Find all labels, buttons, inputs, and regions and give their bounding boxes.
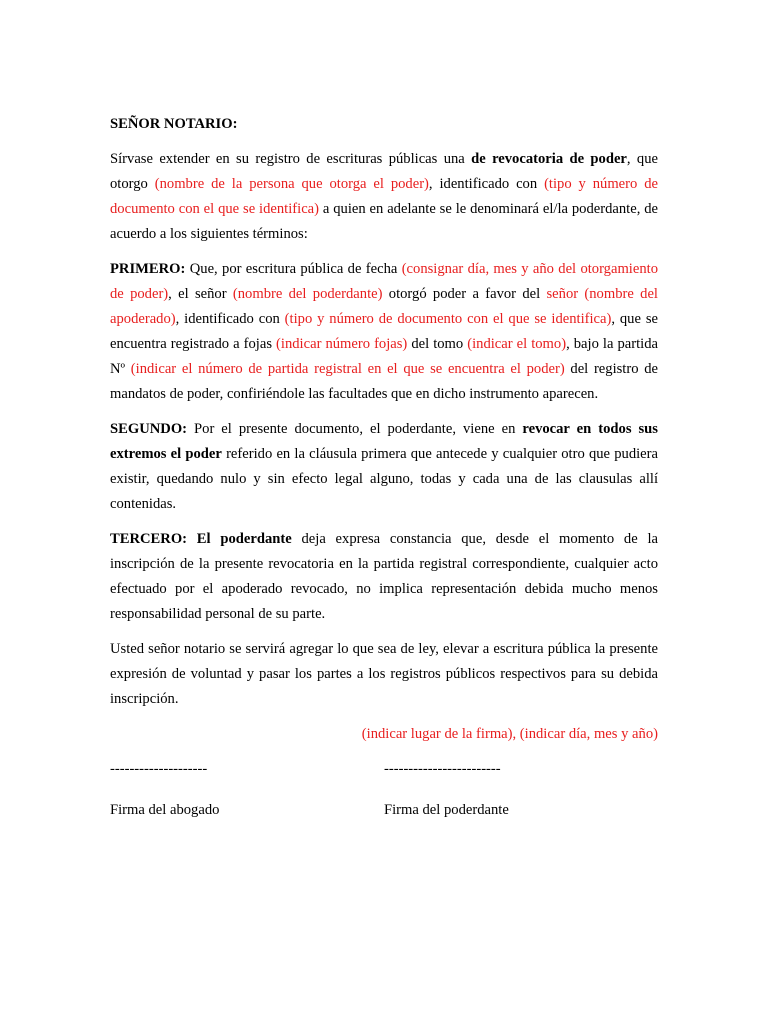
signature-lines — [110, 757, 658, 782]
primero-text-2: , el señor — [168, 286, 233, 302]
intro-text-3: , identificado con — [428, 176, 545, 192]
signature-line-grantor: ------------------------ — [384, 761, 501, 777]
clause-tercero — [110, 527, 658, 627]
tercero-bold-1: El poderdante — [187, 531, 292, 547]
intro-placeholder-document: (tipo y número de documento con el que se identifica) — [110, 176, 658, 217]
signature-labels — [110, 798, 658, 823]
primero-text-8: del registro de mandatos de poder, confiriéndole las facultades que en dicho instrumento aparecen. — [110, 361, 658, 402]
signature-line-lawyer: -------------------- — [110, 761, 208, 777]
intro-paragraph — [110, 147, 658, 247]
document-page — [110, 112, 658, 823]
intro-text-1: Sírvase extender en su registro de escrituras públicas una — [110, 151, 472, 167]
primero-placeholder-date: (consignar día, mes y año del otorgamiento de poder) — [110, 261, 658, 302]
intro-text-4: a quien en adelante se le denominará el/la poderdante, de acuerdo a los siguientes términos: — [110, 201, 658, 242]
closing-paragraph: Usted señor notario se servirá agregar lo que sea de ley, elevar a escritura pública la presente expresión de voluntad y pasar los partes a los registros públicos respectivos para su debida inscripción. — [110, 641, 658, 707]
primero-placeholder-tomo: (indicar el tomo) — [467, 336, 567, 352]
intro-bold-1: de revocatoria de poder — [471, 151, 627, 167]
primero-placeholder-partida: (indicar el número de partida registral en el que se encuentra el poder) — [130, 361, 565, 377]
signature-label-grantor: Firma del poderdante — [384, 802, 509, 818]
clause-tercero-label: TERCERO: — [110, 531, 188, 547]
intro-text-2: , que otorgo — [110, 151, 658, 192]
clause-primero-label: PRIMERO: — [110, 261, 186, 277]
primero-text-7: , bajo la partida Nº — [110, 336, 658, 377]
clause-segundo-label: SEGUNDO: — [110, 421, 188, 437]
clause-segundo — [110, 417, 658, 517]
signature-label-lawyer: Firma del abogado — [110, 802, 220, 818]
segundo-text-1: Por el presente documento, el poderdante, viene en — [187, 421, 523, 437]
primero-placeholder-attorney: señor (nombre del apoderado) — [110, 286, 658, 327]
document-heading: SEÑOR NOTARIO: — [110, 116, 238, 132]
place-date-placeholder: (indicar lugar de la firma), (indicar día, mes y año) — [361, 726, 658, 742]
tercero-text-1: deja expresa constancia que, desde el momento de la inscripción de la presente revocatoria en la partida registral correspondiente, cualquier acto efectuado por el apoderado revocado, no implica representación debida mucho menos responsabilidad personal de su parte. — [110, 531, 659, 622]
segundo-bold-1: revocar en todos sus extremos el poder — [110, 421, 658, 462]
primero-placeholder-document: (tipo y número de documento con el que se identifica) — [284, 311, 612, 327]
primero-text-5: , que se encuentra registrado a fojas — [110, 311, 658, 352]
clause-primero — [110, 257, 658, 407]
primero-text-1: Que, por escritura pública de fecha — [185, 261, 402, 277]
primero-placeholder-grantor: (nombre del poderdante) — [232, 286, 383, 302]
intro-placeholder-grantor: (nombre de la persona que otorga el poder) — [154, 176, 429, 192]
primero-text-6: del tomo — [407, 336, 468, 352]
primero-text-4: , identificado con — [175, 311, 285, 327]
primero-text-3: otorgó poder a favor del — [382, 286, 547, 302]
segundo-text-2: referido en la cláusula primera que antecede y cualquier otro que pudiera existir, quedando nulo y sin efecto legal alguno, todas y cada una de las clausulas allí contenidas. — [110, 446, 658, 512]
primero-placeholder-fojas: (indicar número fojas) — [276, 336, 408, 352]
